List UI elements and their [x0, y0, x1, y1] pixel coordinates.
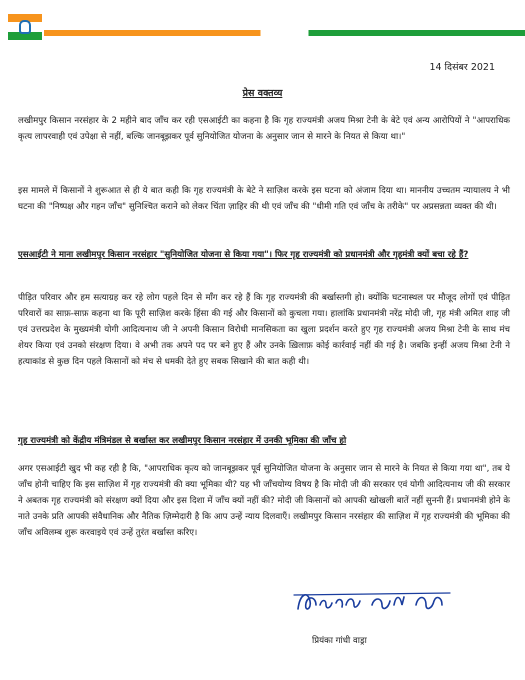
tricolor-stripe: [44, 30, 525, 36]
section-heading-2: गृह राज्यमंत्री को केंद्रीय मंत्रिमंडल से बर्खास्त कर लखीमपुर किसान नरसंहार में उनकी भूमिका की जाँच हो: [18, 436, 347, 446]
paragraph-4: अगर एसआईटी खुद भी कह रही है कि, "आपराधिक कृत्य को जानबूझकर पूर्व सुनियोजित योजना के अनुसार जान से मारने के नियत से किया गया था", तब ये जाँच होनी चाहिए कि इस साज़िश में गृह राज्यमंत्री की क्या भूमिका थी? यह भी जाँचयोग्य विषय है कि मोदी जी की सरकार एवं योगी आदित्यनाथ जी की सरकार ने अबतक गृह राज्यमंत्री को संरक्षण क्यों दिया और इस दिशा में जाँच क्यों नहीं की? मोदी जी किसानों को आपकी खोखली बातें नहीं सुननी हैं। प्रधानमंत्री होने के नाते उनके प्रति आपकी संवैधानिक और नैतिक ज़िम्मेदारी है कि आप उन्हें न्याय दिलवाएँ। लखीमपुर किसान नरसंहार की साज़िश में गृह राज्यमंत्री की भूमिका की जाँच अविलम्ब शुरू करवाइये एवं उन्हें तुरंत बर्खास्त करिए।: [18, 464, 510, 538]
section-heading-1: एसआईटी ने माना लखीमपुर किसान नरसंहार "सुनियोजित योजना से किया गया"। फिर गृह राज्यमंत्री को प्रधानमंत्री और गृहमंत्री क्यों बचा रहे हैं?: [18, 250, 469, 260]
paragraph-3: पीड़ित परिवार और हम सत्याग्रह कर रहे लोग पहले दिन से माँग कर रहे हैं कि गृह राज्यमंत्री की बर्खास्तगी हो। क्योंकि घटनास्थल पर मौजूद लोगों एवं पीड़ित परिवारों का साफ़-साफ़ कहना था कि पूरी साज़िश करके हिंसा की गई और किसानों को कुचला गया। हालांकि प्रधानमंत्री नरेंद्र मोदी जी, गृह मंत्री अमित शाह जी एवं उत्तरप्रदेश के मुख्यमंत्री योगी आदित्यनाथ जी ने अपनी किसान विरोधी मानसिकता का खुला प्रदर्शन करते हुए गृह राज्यमंत्री अजय मिश्रा टेनी के साथ मंच शेयर किया एवं उनको संरक्षण दिया। वे अभी तक अपने पद पर बने हुए हैं और उनके ख़िलाफ़ कोई कार्रवाई नहीं की गई है। जबकि इन्हीं अजय मिश्रा टेनी ने हत्याकांड से कुछ दिन पहले किसानों को मंच से धमकी देते हुए सबक सिखाने की बात कही थी।: [18, 293, 510, 367]
paragraph-1: लखीमपुर किसान नरसंहार के 2 महीने बाद जाँच कर रही एसआईटी का कहना है कि गृह राज्यमंत्री अजय मिश्रा टेनी के बेटे एवं अन्य आरोपियों ने "आपराधिक कृत्य लापरवाही एवं उपेक्षा से नहीं, बल्कि जानबूझकर पूर्व सुनियोजित योजना के अनुसार जान से मारने के नियत से किया था।": [18, 116, 510, 142]
paragraph-2: इस मामले में किसानों ने शुरूआत से ही ये बात कही कि गृह राज्यमंत्री के बेटे ने साज़िश करके इस घटना को अंजाम दिया था। माननीय उच्चतम न्यायालय ने भी घटना की "निष्पक्ष और गहन जाँच" सुनिश्चित कराने को लेकर चिंता ज़ाहिर की थी एवं जाँच की "धीमी गति एवं जाँच के तरीके" पर अप्रसन्नता व्यक्त की थी।: [18, 186, 510, 212]
page-title: प्रेस वक्तव्य: [242, 88, 283, 99]
congress-logo-icon: [8, 14, 42, 42]
signatory-name: प्रियंका गांधी वाड्रा: [312, 636, 367, 646]
date: 14 दिसंबर 2021: [429, 62, 495, 73]
signature-icon: [290, 583, 460, 623]
